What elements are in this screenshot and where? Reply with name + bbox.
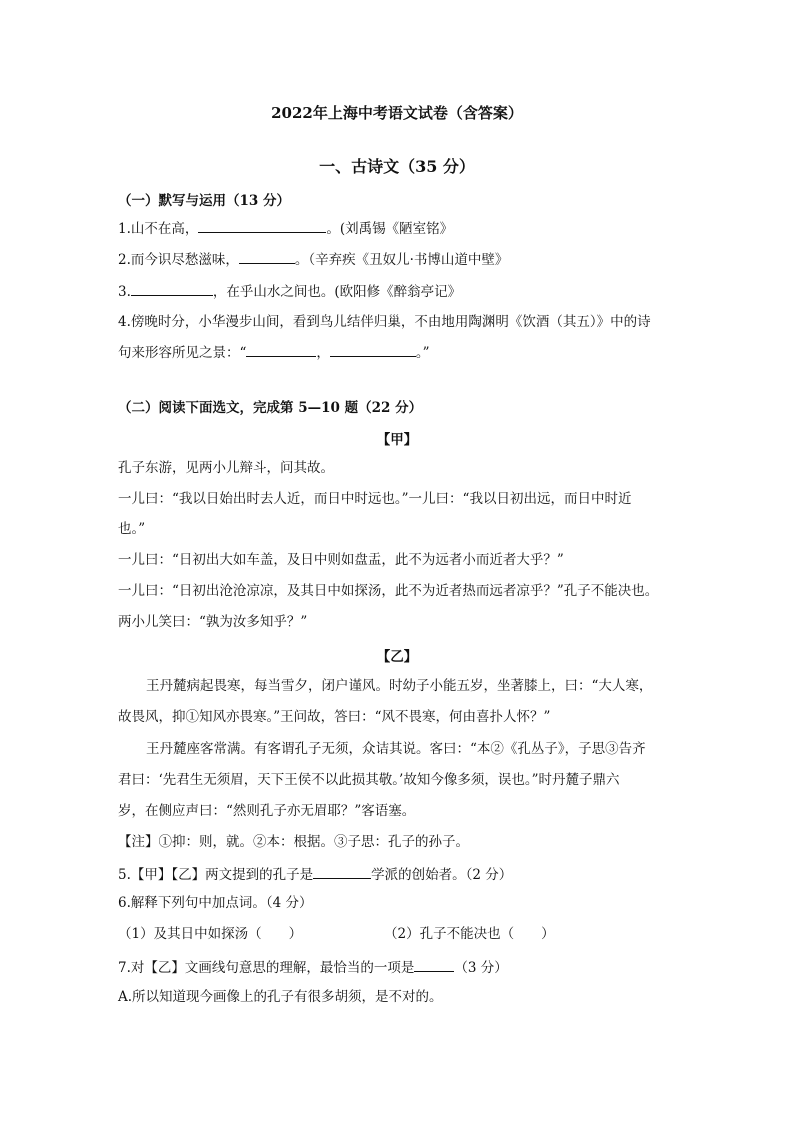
page-title: 2022年上海中考语文试卷（含答案） bbox=[271, 104, 523, 122]
question-text: 7.对【乙】文画线句意思的理解，最恰当的一项是 bbox=[118, 960, 415, 976]
question-text: 学派的创始者。（2 分） bbox=[371, 867, 513, 883]
question-4-line-2 bbox=[118, 342, 430, 362]
passage-yi-line: 王丹麓座客常满。有客谓孔子无须，众诘其说。客曰：“本②《孔丛子》，子思③告齐 bbox=[146, 741, 646, 757]
question-text: 句来形容所见之景：“ bbox=[118, 345, 247, 361]
passage-jia-line: 一儿曰：“日初出沧沧凉凉，及其日中如探汤，此不为近者热而远者凉乎？”孔子不能决也。 bbox=[118, 583, 659, 599]
question-6-item-2: （2）孔子不能决也（ ） bbox=[384, 926, 555, 942]
answer-blank bbox=[414, 957, 454, 972]
answer-blank bbox=[330, 342, 416, 357]
passage-jia-line: 也。” bbox=[118, 521, 146, 537]
question-7-option-a: A.所以知道现今画像上的孔子有很多胡须，是不对的。 bbox=[118, 989, 443, 1005]
question-text: 5.【甲】【乙】两文提到的孔子是 bbox=[118, 867, 314, 883]
question-7 bbox=[118, 957, 508, 977]
passage-yi-line: 王丹麓病起畏寒，每当雪夕，闭户谨风。时幼子小能五岁，坐著膝上，曰：“大人寒， bbox=[146, 678, 653, 694]
passage-jia-line: 孔子东游，见两小儿辩斗，问其故。 bbox=[118, 460, 334, 476]
passage-label-yi: 【乙】 bbox=[376, 649, 418, 665]
question-text: 。(刘禹锡《陋室铭》 bbox=[326, 221, 454, 237]
question-text: 1.山不在高， bbox=[118, 221, 199, 237]
passage-label-jia: 【甲】 bbox=[376, 432, 418, 448]
passage-jia-line: 一儿曰：“我以日始出时去人近，而日中时远也。”一儿曰：“我以日初出远，而日中时近 bbox=[118, 491, 632, 507]
answer-blank bbox=[239, 249, 295, 264]
question-6: 6.解释下列句中加点词。（4 分） bbox=[118, 895, 313, 911]
question-5 bbox=[118, 864, 512, 884]
question-3 bbox=[118, 281, 461, 301]
question-text: 。” bbox=[415, 345, 430, 361]
passage-yi-line: 岁，在侧应声曰：“然则孔子亦无眉耶？”客语塞。 bbox=[118, 803, 416, 819]
answer-blank bbox=[246, 342, 316, 357]
passage-yi-line: 君曰：‘先君生无须眉，天下王侯不以此损其敬。’故知今像多须，误也。”时丹麓子鼎六 bbox=[118, 772, 620, 788]
answer-blank bbox=[313, 864, 371, 879]
question-text: 3. bbox=[118, 284, 131, 300]
passage-jia-line: 一儿曰：“日初出大如车盖，及日中则如盘盂，此不为远者小而近者大乎？” bbox=[118, 552, 564, 568]
section-heading: 一、古诗文（35 分） bbox=[319, 157, 475, 176]
answer-blank bbox=[131, 281, 213, 296]
answer-blank bbox=[198, 218, 326, 233]
question-6-item-1: （1）及其日中如探汤（ ） bbox=[118, 926, 303, 942]
question-text: （3 分） bbox=[454, 960, 508, 976]
part-heading: （一）默写与运用（13 分） bbox=[118, 193, 290, 209]
question-text: ， bbox=[316, 345, 330, 361]
part-heading: （二）阅读下面选文，完成第 5—10 题（22 分） bbox=[118, 400, 423, 416]
passage-jia-line: 两小儿笑曰：“孰为汝多知乎？” bbox=[118, 614, 308, 630]
question-1 bbox=[118, 218, 453, 238]
question-2 bbox=[118, 249, 508, 269]
annotation-note: 【注】①抑：则，就。②本：根据。③子思：孔子的孙子。 bbox=[118, 834, 469, 850]
question-text: 2.而今识尽愁滋味， bbox=[118, 252, 239, 268]
passage-yi-line: 故畏风，抑①知风亦畏寒。”王问故，答曰：“风不畏寒，何由喜扑人怀？” bbox=[118, 709, 551, 725]
question-text: 。（辛弃疾《丑奴儿·书博山道中壁》 bbox=[294, 252, 509, 268]
question-4-line-1: 4.傍晚时分，小华漫步山间，看到鸟儿结伴归巢，不由地用陶渊明《饮酒（其五）》中的诗 bbox=[118, 314, 651, 330]
question-text: ，在乎山水之间也。(欧阳修《醉翁亭记》 bbox=[212, 284, 462, 300]
